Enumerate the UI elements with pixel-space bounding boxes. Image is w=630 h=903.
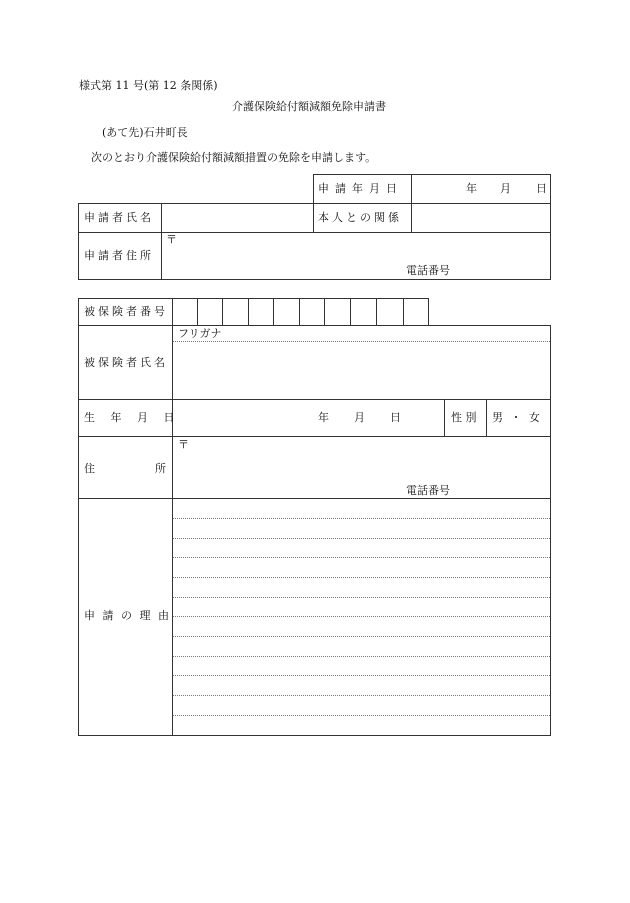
insured-name-field[interactable] <box>173 343 549 398</box>
reason-line <box>173 538 550 539</box>
reason-line <box>173 675 550 676</box>
addressee: (あて先)石井町長 <box>102 126 188 139</box>
insured-number-digit-box[interactable] <box>198 299 221 325</box>
insured-number-digit-box[interactable] <box>377 299 402 325</box>
reason-line <box>173 577 550 578</box>
insured-phone-label: 電話番号 <box>406 484 450 497</box>
birth-date-label: 生 年 月 日 <box>84 411 181 424</box>
reason-label: 申 請 の 理 由 <box>84 609 171 622</box>
insured-number-digit-box[interactable] <box>249 299 272 325</box>
insured-address-label-text: 住 所 <box>84 462 166 475</box>
birth-day: 日 <box>390 411 401 424</box>
relation-label: 本人との関係 <box>318 211 402 224</box>
insured-postal-mark: 〒 <box>178 438 189 451</box>
application-date-day: 日 <box>536 182 547 195</box>
insured-number-digit-box[interactable] <box>274 299 298 325</box>
application-date-year: 年 <box>466 182 477 195</box>
form-title: 介護保険給付額減額免除申請書 <box>232 100 386 113</box>
reason-line <box>173 636 550 637</box>
application-date-month: 月 <box>500 182 511 195</box>
insured-number-digit-box[interactable] <box>223 299 247 325</box>
furigana-label: フリガナ <box>178 327 222 340</box>
birth-year: 年 <box>318 411 329 424</box>
furigana-divider <box>173 341 550 342</box>
insured-number-label: 被保険者番号 <box>84 305 168 318</box>
gender-options[interactable]: 男 ・ 女 <box>492 411 542 424</box>
gender-label: 性 別 <box>451 411 477 424</box>
birth-date-field[interactable] <box>173 400 443 436</box>
intro-text: 次のとおり介護保険給付額減額措置の免除を申請します。 <box>91 151 377 164</box>
relation-field[interactable] <box>412 204 549 232</box>
insured-number-digit-box[interactable] <box>404 299 428 325</box>
reason-field[interactable] <box>173 499 549 734</box>
application-date-label: 申請年月日 <box>318 182 403 195</box>
insured-address-label <box>84 462 166 476</box>
reason-line <box>173 616 550 617</box>
form-number: 様式第 11 号(第 12 条関係) <box>79 79 218 92</box>
reason-line <box>173 557 550 558</box>
reason-line <box>173 656 550 657</box>
insured-name-label: 被保険者氏名 <box>84 356 168 369</box>
applicant-postal-mark: 〒 <box>166 233 177 246</box>
insured-number-digit-box[interactable] <box>173 299 196 325</box>
applicant-address-label: 申請者住所 <box>84 249 154 262</box>
reason-line <box>173 695 550 696</box>
applicant-name-field[interactable] <box>162 204 312 232</box>
birth-month: 月 <box>354 411 365 424</box>
reason-line <box>173 597 550 598</box>
insured-number-digit-box[interactable] <box>351 299 375 325</box>
applicant-name-label: 申請者氏名 <box>84 211 154 224</box>
reason-line <box>173 518 550 519</box>
reason-line <box>173 715 550 716</box>
insured-number-digit-box[interactable] <box>300 299 323 325</box>
applicant-address-field[interactable] <box>162 233 549 278</box>
furigana-field[interactable] <box>230 326 549 341</box>
applicant-phone-label: 電話番号 <box>406 264 450 277</box>
insured-address-field[interactable] <box>173 437 549 497</box>
insured-number-digit-box[interactable] <box>325 299 349 325</box>
